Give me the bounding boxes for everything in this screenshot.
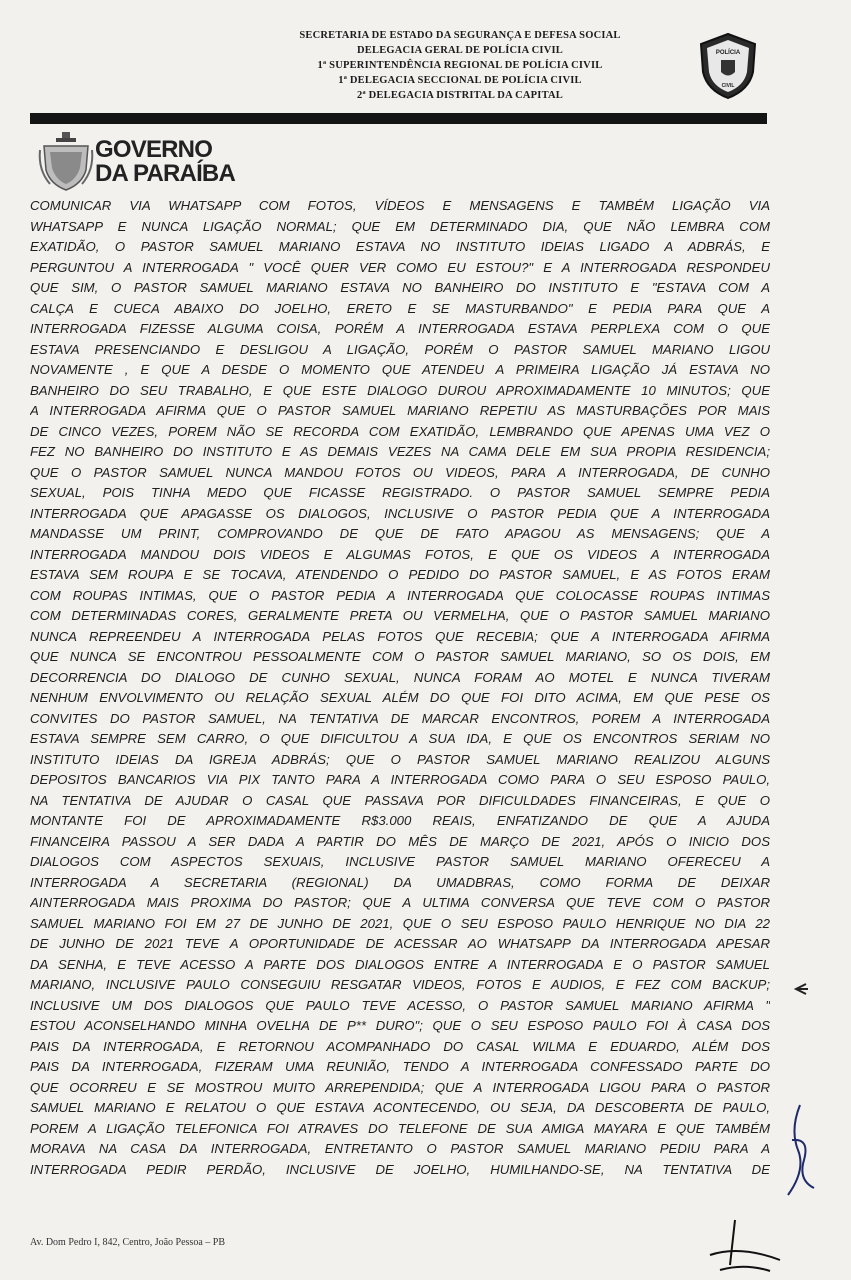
body-text-line: DE CINCO VEZES, POREM NÃO SE RECORDA COM EXATIDÃO, LEMBRANDO QUE APENAS UMA VEZ O <box>30 423 770 439</box>
body-text-line: COM DETERMINADAS CORES, GERALMENTE PRETA OU VERMELHA, QUE O PASTOR SAMUEL MARIANO <box>30 608 770 623</box>
body-text-line: SAMUEL MARIANO E RELATOU O QUE ESTAVA ACONTECENDO, OU SEJA, DA DESCOBERTA DE PAULO, <box>30 1100 770 1115</box>
header-line: 2ª DELEGACIA DISTRITAL DA CAPITAL <box>357 90 563 101</box>
body-text-line: DIALOGOS COM ASPECTOS SEXUAIS, INCLUSIVE PASTOR SAMUEL MARIANO OFERECEU A <box>30 854 770 869</box>
body-text-line: COM ROUPAS INTIMAS, QUE O PASTOR PEDIA A INTERROGADA QUE COLOCASSE ROUPAS INTIMAS <box>30 587 770 603</box>
body-text-line: DA SENHA, E TEVE ACESSO A PARTE DOS DIALOGOS ENTRE A INTERROGADA E O PASTOR SAMUEL <box>30 956 770 972</box>
body-text-line: QUE OCORREU E SE MOSTROU MUITO ARREPENDIDA; QUE A INTERROGADA LIGOU PARA O PASTOR <box>30 1079 770 1095</box>
handwritten-signature-icon <box>770 1100 820 1210</box>
arrow-mark-icon <box>792 980 810 998</box>
document-header <box>230 28 690 103</box>
body-text-line: QUE SIM, O PASTOR SAMUEL MARIANO ESTAVA NO BANHEIRO DO INSTITUTO E "ESTAVA COM A <box>30 280 770 295</box>
body-text-line: NENHUM ENVOLVIMENTO OU RELAÇÃO SEXUAL ALÉM DO QUE FOI DITO ACIMA, EM QUE PESE OS <box>30 690 770 705</box>
body-text-line: QUE NUNCA SE ENCONTROU PESSOALMENTE COM O PASTOR SAMUEL MARIANO, SO OS DOIS, EM <box>30 649 770 664</box>
body-text-line: MONTANTE FOI DE APROXIMADAMENTE R$3.000 REAIS, ENFATIZANDO DE QUE A AJUDA <box>30 813 770 828</box>
body-text-line: POREM A LIGAÇÃO TELEFONICA FOI ATRAVES DO TELEFONE DE SUA AMIGA MAYARA E QUE TAMBÉM <box>30 1120 770 1136</box>
body-text-line: A INTERROGADA AFIRMA QUE O PASTOR SAMUEL MARIANO REPETIU AS MASTURBAÇÕES POR MAIS <box>30 403 770 418</box>
body-text-line: MARIANO, INCLUSIVE PAULO CONSEGUIU RESGATAR VIDEOS, FOTOS E AUDIOS, E FEZ COM BACKUP; <box>30 977 770 992</box>
body-text-line: ESTAVA PRESENCIANDO E DESLIGOU A LIGAÇÃO, PORÉM O PASTOR SAMUEL MARIANO LIGOU <box>30 341 770 357</box>
body-text-line: MANDASSE UM PRINT, COMPROVANDO DE QUE DE FATO APAGOU AS MENSAGENS; QUE A <box>30 526 770 541</box>
body-text-line: AINTERROGADA MAIS PROXIMA DO PASTOR; QUE A ULTIMA CONVERSA QUE TEVE COM O PASTOR <box>30 895 770 910</box>
paraiba-coat-of-arms-icon <box>36 130 96 194</box>
body-text-line: CALÇA E CUECA ABAIXO DO JOELHO, ERETO E SE MASTURBANDO" E PEDIA PARA QUE A <box>30 300 770 316</box>
body-text-line: CONVITES DO PASTOR SAMUEL, NA TENTATIVA DE MARCAR ENCONTROS, POREM A INTERROGADA <box>30 710 770 726</box>
body-text-line: SAMUEL MARIANO FOI EM 27 DE JUNHO DE 2021, QUE O SEU ESPOSO PAULO HENRIQUE NO DIA 22 <box>30 915 770 931</box>
body-text-line: INCLUSIVE UM DOS DIALOGOS QUE PAULO TEVE ACESSO, O PASTOR SAMUEL MARIANO AFIRMA " <box>30 997 770 1013</box>
header-divider <box>30 113 767 124</box>
body-text-line: INTERROGADA FIZESSE ALGUMA COISA, PORÉM A INTERROGADA ESTAVA PERPLEXA COM O QUE <box>30 321 770 336</box>
body-text-line: COMUNICAR VIA WHATSAPP COM FOTOS, VÍDEOS E MENSAGENS E TAMBÉM LIGAÇÃO VIA <box>30 198 770 213</box>
logo-line-2: DA PARAÍBA <box>95 160 235 187</box>
testimony-body <box>30 196 770 1180</box>
body-text-line: MORAVA NA CASA DA INTERROGADA, ENTRETANTO O PASTOR SAMUEL MARIANO PEDIU PARA A <box>30 1141 770 1156</box>
body-text-line: ESTOU ACONSELHANDO MINHA OVELHA DE P** DURO"; QUE O SEU ESPOSO PAULO FOI À CASA DOS <box>30 1018 770 1033</box>
badge-text: POLÍCIA <box>715 50 741 56</box>
body-text-line: INSTITUTO IDEIAS DA IGREJA ADBRÁS; QUE O PASTOR SAMUEL MARIANO REALIZOU ALGUNS <box>30 751 770 767</box>
body-text-line: WHATSAPP E NUNCA LIGAÇÃO NORMAL; QUE EM DETERMINADO DIA, QUE NÃO LEMBRA COM <box>30 218 770 234</box>
header-line: 1ª DELEGACIA SECCIONAL DE POLÍCIA CIVIL <box>338 75 582 86</box>
body-text-line: NA TENTATIVA DE AJUDAR O CASAL QUE PASSAVA POR DIFICULDADES FINANCEIRAS, E QUE O <box>30 792 770 808</box>
body-text-line: PAIS DA INTERROGADA, E RETORNOU ACOMPANHADO DO CASAL WILMA E EDUARDO, ALÉM DOS <box>30 1038 770 1054</box>
body-text-line: ESTAVA SEMPRE SEM CARRO, O QUE DIFICULTOU A SUA IDA, E QUE OS ENCONTROS SERIAM NO <box>30 731 770 746</box>
body-text-line: NOVAMENTE , E QUE A DESDE O MOMENTO QUE ATENDEU A PRIMEIRA LIGAÇÃO JÁ ESTAVA NO <box>30 362 770 377</box>
body-text-line: PERGUNTOU A INTERROGADA " VOCÊ QUER VER COMO EU ESTOU?" E A INTERROGADA RESPONDEU <box>30 259 770 275</box>
body-text-line: FINANCEIRA PASSOU A SER DADA A PARTIR DO MÊS DE MARÇO DE 2021, APÓS O INICIO DOS <box>30 833 770 849</box>
body-text-line: QUE O PASTOR SAMUEL NUNCA MANDOU FOTOS OU VIDEOS, PARA A INTERROGADA, DE CUNHO <box>30 464 770 480</box>
body-text-line: DECORRENCIA DO DIALOGO DE CUNHO SEXUAL, NUNCA FORAM AO MOTEL E NUNCA TIVERAM <box>30 669 770 685</box>
header-line: DELEGACIA GERAL DE POLÍCIA CIVIL <box>357 45 563 56</box>
body-text-line: INTERROGADA QUE APAGASSE OS DIALOGOS, INCLUSIVE O PASTOR PEDIA QUE A INTERROGADA <box>30 505 770 521</box>
police-badge-icon <box>697 32 759 100</box>
government-logo-text <box>95 138 235 186</box>
header-line: 1ª SUPERINTENDÊNCIA REGIONAL DE POLÍCIA CIVIL <box>317 60 603 71</box>
body-text-line: INTERROGADA MANDOU DOIS VIDEOS E ALGUMAS FOTOS, E QUE OS VIDEOS A INTERROGADA <box>30 546 770 562</box>
body-text-line: INTERROGADA PEDIR PERDÃO, INCLUSIVE DE JOELHO, HUMILHANDO-SE, NA TENTATIVA DE <box>30 1161 770 1177</box>
badge-subtext: CIVIL <box>721 83 735 89</box>
body-text-line: EXATIDÃO, O PASTOR SAMUEL MARIANO ESTAVA NO INSTITUTO IDEIAS LIGADO A ADBRÁS, E <box>30 239 770 254</box>
rubric-signature-icon <box>700 1215 790 1275</box>
body-text-line: NUNCA REPREENDEU A INTERROGADA PELAS FOTOS QUE RECEBIA; QUE A INTERROGADA AFIRMA <box>30 628 770 644</box>
body-text-line: FEZ NO BANHEIRO DO INSTITUTO E AS DEMAIS VEZES NA CAMA DELE EM SUA PROPIA RESIDENCIA; <box>30 444 770 459</box>
body-text-line: DE JUNHO DE 2021 TEVE A OPORTUNIDADE DE ACESSAR AO WHATSAPP DA INTERROGADA APESAR <box>30 936 770 951</box>
body-text-line: DEPOSITOS BANCARIOS VIA PIX TANTO PARA A INTERROGADA COMO PARA O SEU ESPOSO PAULO, <box>30 772 770 787</box>
body-text-line: SEXUAL, POIS TINHA MEDO QUE FICASSE REGISTRADO. O PASTOR SAMUEL SEMPRE PEDIA <box>30 485 770 500</box>
body-text-line: ESTAVA SEM ROUPA E SE TOCAVA, ATENDENDO O PEDIDO DO PASTOR SAMUEL, E AS FOTOS ERAM <box>30 567 770 582</box>
body-text-line: PAIS DA INTERROGADA, FIZERAM UMA REUNIÃO, TENDO A INTERROGADA CONFESSADO PARTE DO <box>30 1059 770 1074</box>
logo-line-1: GOVERNO <box>95 136 213 163</box>
body-text-line: BANHEIRO DO SEU TRABALHO, E QUE ESTE DIALOGO DUROU APROXIMADAMENTE 10 MINUTOS; QUE <box>30 382 770 398</box>
body-text-line: INTERROGADA A SECRETARIA (REGIONAL) DA UMADBRAS, COMO FORMA DE DEIXAR <box>30 874 770 890</box>
header-line: SECRETARIA DE ESTADO DA SEGURANÇA E DEFESA SOCIAL <box>299 30 621 41</box>
footer-address: Av. Dom Pedro I, 842, Centro, João Pessoa – PB <box>30 1237 225 1248</box>
